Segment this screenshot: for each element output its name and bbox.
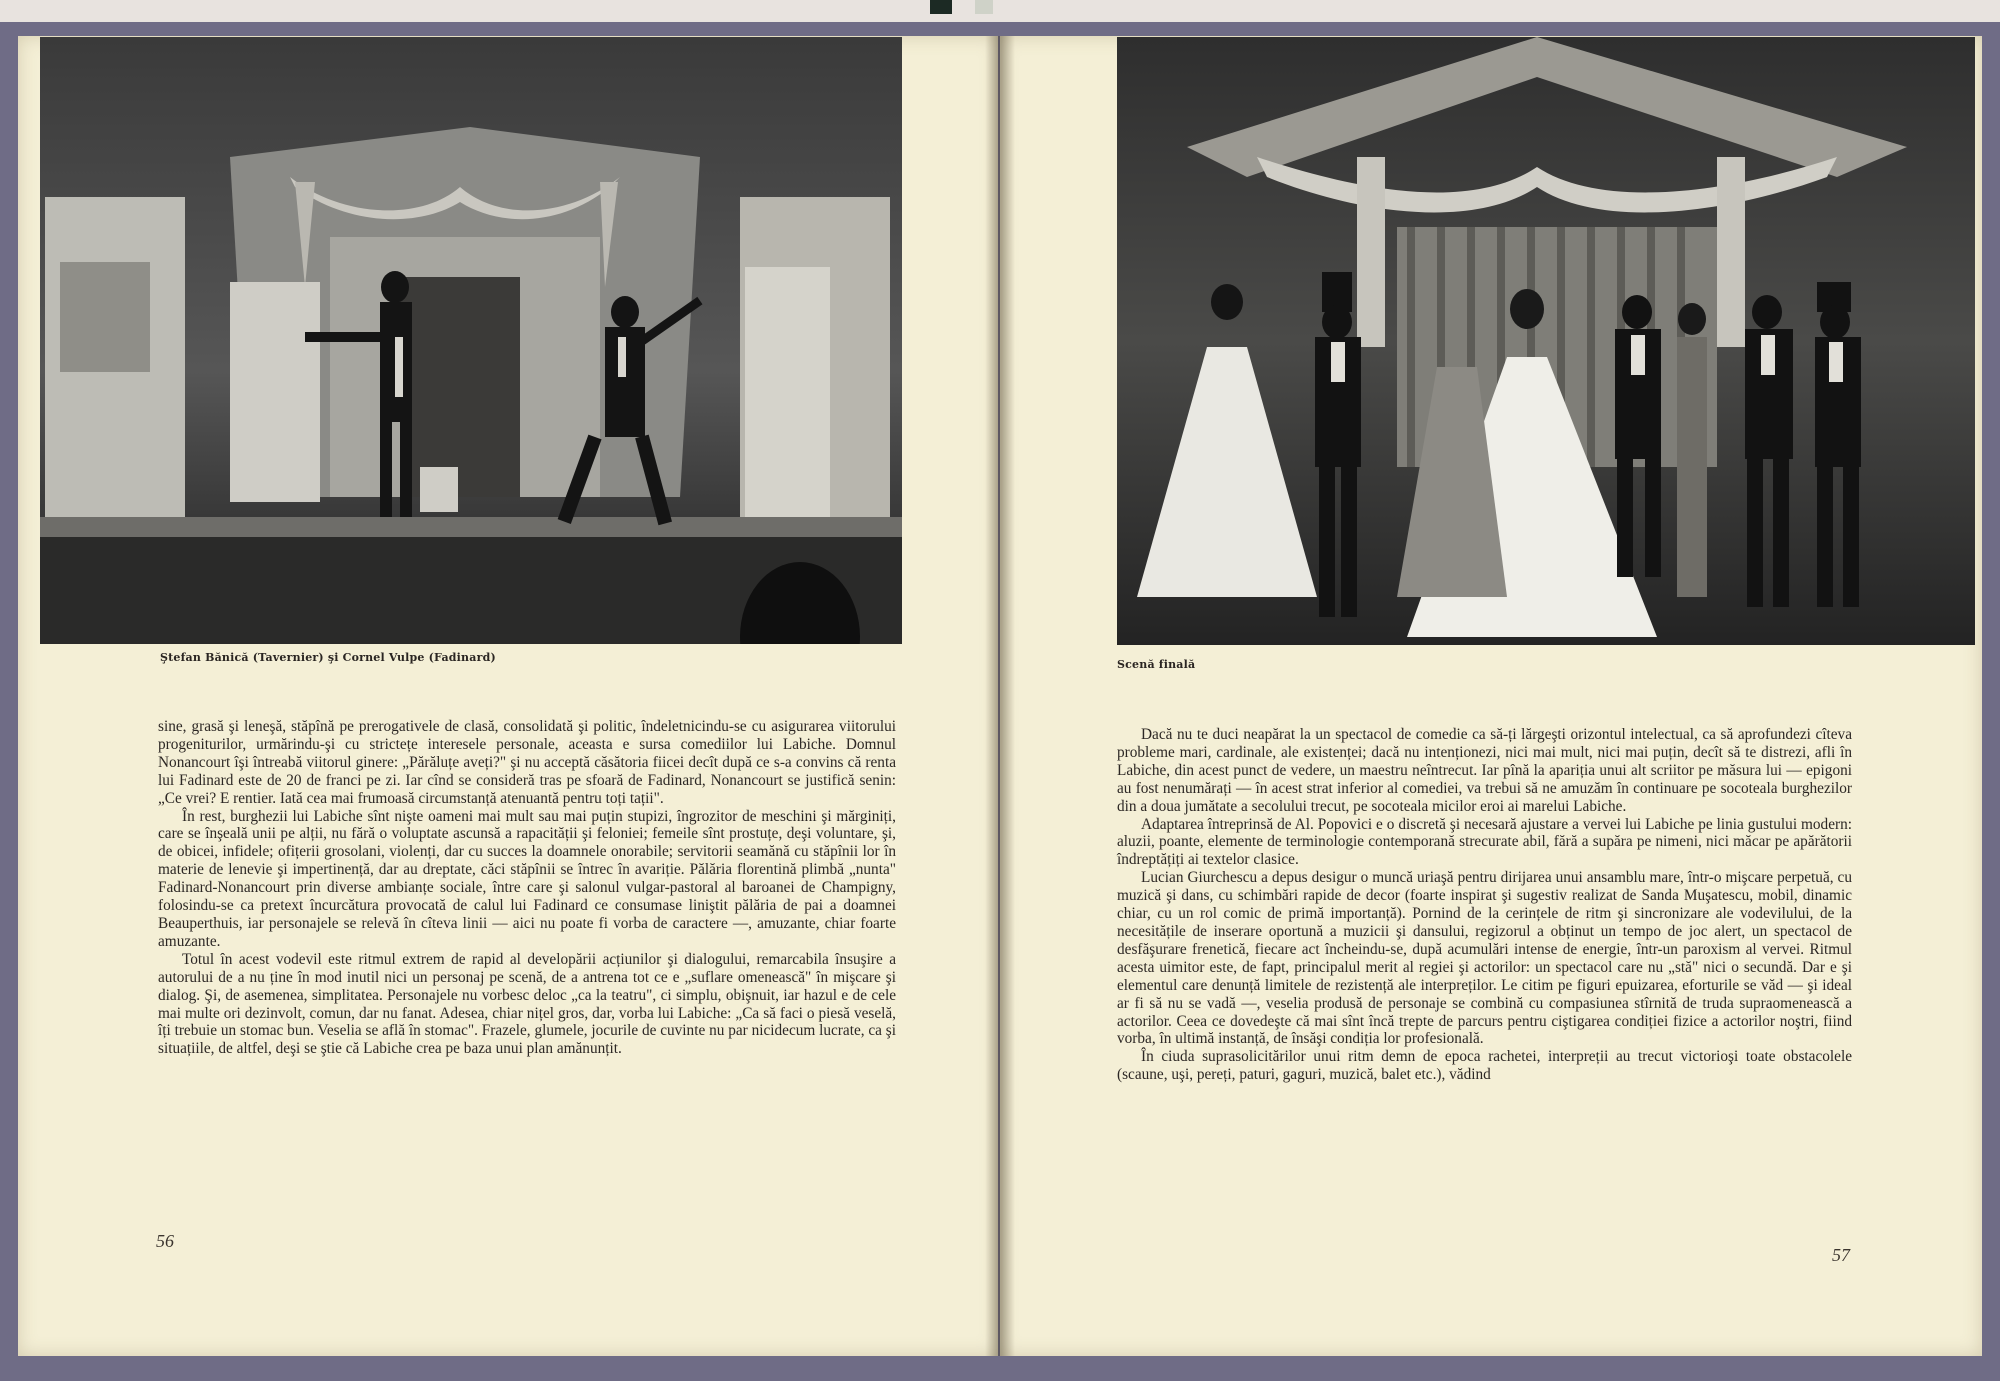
paragraph: Adaptarea întreprinsă de Al. Popovici e o discretă şi necesară ajustare a vervei lui Labiche pe linia gustului modern: aluzii, poante, elemente de terminologie contemporană strecurate abil, fără a supăra pe nimeni, nici măcar pe apărătorii îndreptățiți ai textelor clasice. <box>1117 815 1852 869</box>
photo-caption-left: Ştefan Bănică (Tavernier) şi Cornel Vulpe (Fadinard) <box>160 651 496 664</box>
page-edge-marker <box>930 0 952 14</box>
final-scene-illustration <box>1117 37 1975 645</box>
right-page-text <box>1117 726 1852 1084</box>
stage-scene-illustration <box>40 37 902 644</box>
left-page-text <box>158 718 896 1058</box>
paragraph: În rest, burghezii lui Labiche sînt nişte oameni mai mult sau mai puțin stupizi, îngrozitor de meschini şi mărginiți, care se înşeală unii pe alții, nu fără o voluptate ascunsă a rapacității şi feloniei; femeile sînt prostuțe, deşi voluntare, şi, de obicei, infidele; ofițerii grosolani, violenți, dar cu succes la doamnele onorabile; servitorii seamănă cu stăpînii lor în materie de lenevie şi impertinență, dar au dreptate, căci stăpînii se întrec în avariție. Pălăria florentină plimbă „nunta" Fadinard-Nonancourt prin diverse ambianțe sociale, între care şi salonul vulgar-pastoral al baroanei de Champigny, folosindu-se ca pretext încurcătura provocată de calul lui Fadinard ce consumase liniştit pălăria de pai a doamnei Beauperthuis, iar personajele se relevă în cîteva linii — aici nu poate fi vorba de caractere —, amuzante, chiar foarte amuzante. <box>158 807 896 950</box>
paragraph: Lucian Giurchescu a depus desigur o muncă uriaşă pentru dirijarea unui ansamblu mare, într-o mişcare perpetuă, cu muzică şi dans, cu schimbări rapide de decor (foarte inspirat şi sugestiv realizat de Sanda Muşatescu, mobil, dinamic chiar, cu un rol comic de primă importanță). Pornind de la cerințele de ritm şi sincronizare ale vodevilului, de la necesitățile de inserare oportună a muzicii şi dansului, regizorul a obținut un tempo de joc alert, un spectacol de desfăşurare frenetică, fiecare act încheindu-se, după acumulări intense de energie, într-un paroxism al vervei. Ritmul acesta uimitor este, de fapt, principalul merit al regiei şi actorilor: un spectacol care nu „stă" nici o secundă. Dar e şi elementul care denunță limitele de rezistență ale interpreților. Le citim pe figuri epuizarea, eforturile se văd — şi ideal ar fi să nu se vadă —, veselia produsă de personaje se combină cu compasiunea stîrnită de truda supraomenească a actorilor. Ceea ce dovedeşte că mai sînt încă trepte de parcurs pentru ciştigarea condiției fizice a actorilor noştri, fiind vorba, în ultimă instanță, de însăşi condiția lor profesională. <box>1117 869 1852 1048</box>
paragraph: sine, grasă şi leneşă, stăpînă pe prerogativele de clasă, consolidată şi politic, îndeletnicindu-se cu asigurarea viitorului progeniturilor, urmărindu-şi cu strictețe interesele personale, aceasta e sursa comediilor lui Labiche. Domnul Nonancourt îşi întreabă viitorul ginere: „Părăluțe aveți?" şi nu acceptă căsătoria fiicei decît după ce s-a convins că renta lui Fadinard este de 20 de franci pe zi. Iar cînd se consideră tras pe sfoară de Fadinard, Nonancourt se justifică senin: „Ce vrei? E rentier. Iată cea mai frumoasă circumstanță atenuantă pentru toți tații". <box>158 718 896 807</box>
page-edge-marker <box>975 0 993 14</box>
stage-photo-right <box>1117 37 1975 645</box>
page-number-right: 57 <box>1832 1245 1850 1265</box>
page-number-left: 56 <box>156 1231 174 1251</box>
stage-photo-left <box>40 37 902 644</box>
book-gutter <box>985 36 1015 1356</box>
paragraph: Totul în acest vodevil este ritmul extrem de rapid al developării acțiunilor şi dialogului, remarcabila însuşire a autorului de a nu ține în mod inutil nici un personaj pe scenă, de a antrena tot ce e „suflare omenească" în mişcare şi dialog. Şi, de asemenea, simplitatea. Personajele nu vorbesc deloc „ca la teatru", ci simplu, obişnuit, iar hazul e de cele mai multe ori dezinvolt, comun, dar nu fanat. Adesea, chiar nițel gros, dar, vorba lui Labiche: „Ca să faci o piesă veselă, îți trebuie un stomac bun. Veselia se află în stomac". Frazele, glumele, jocurile de cuvinte nu par nicidecum lucrate, ca şi situațiile, de altfel, deşi se ştie că Labiche crea pe baza unui plan amănunțit. <box>158 950 896 1058</box>
photo-caption-right: Scenă finală <box>1117 658 1196 671</box>
paragraph: Dacă nu te duci neapărat la un spectacol de comedie ca să-ți lărgeşti orizontul intelectual, ca să aprofundezi cîteva probleme mari, cardinale, ale existenței; dacă nu intenționezi, nici mai mult, nici mai puțin, decît să te distrezi, afli în Labiche, din acest punct de vedere, un maestru neîntrecut. Iar pînă la apariția unui alt scriitor pe măsura lui — epigoni au fost nenumărați — în acest strat inferior al comediei, va trebui să ne amuzăm în continuare pe socoteala burghezilor din a doua jumătate a secolului trecut, pe socoteala micilor eroi ai marelui Labiche. <box>1117 726 1852 815</box>
paragraph: În ciuda suprasolicitărilor unui ritm demn de epoca rachetei, interpreții au trecut victorioşi toate obstacolele (scaune, uşi, pereți, paturi, gaguri, muzică, balet etc.), vădind <box>1117 1048 1852 1084</box>
